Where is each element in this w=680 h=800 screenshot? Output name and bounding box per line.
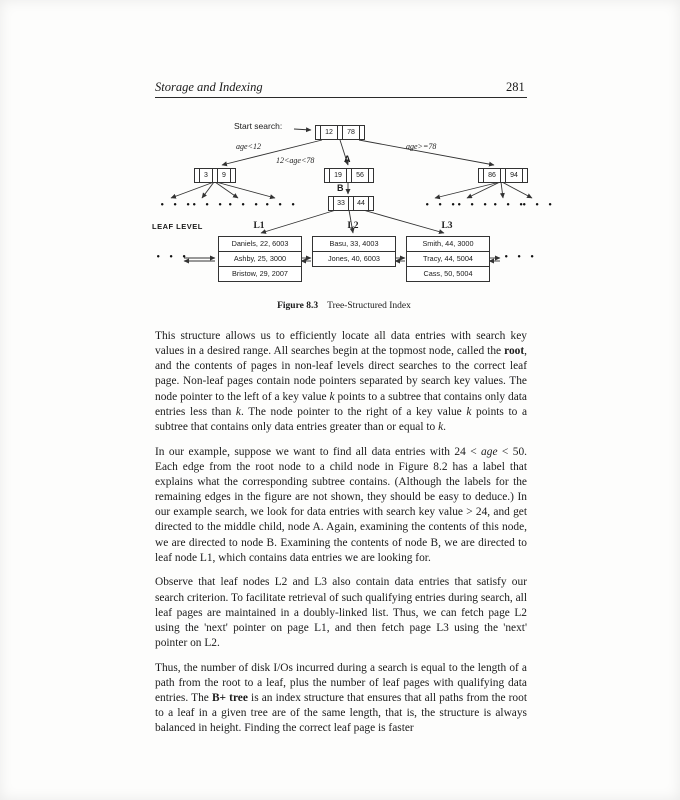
leaf-name-l3: L3 <box>441 221 453 231</box>
key-cell: 9 <box>218 169 231 182</box>
pointer-cell <box>369 197 373 210</box>
subtree-ellipsis: • • • <box>457 201 491 209</box>
subtree-ellipsis: • • • <box>265 201 299 209</box>
key-cell: 3 <box>200 169 213 182</box>
data-entry: Jones, 40, 6003 <box>313 251 395 266</box>
data-entry: Smith, 44, 3000 <box>422 239 474 248</box>
edge-label-left: age<12 <box>236 142 261 151</box>
leaf-ellipsis-left: • • • <box>156 253 190 261</box>
key-cell: 12 <box>321 126 338 139</box>
node-b-tag: B <box>337 183 344 193</box>
pointer-cell <box>360 126 364 139</box>
right-node <box>478 168 528 183</box>
key-cell: 19 <box>330 169 347 182</box>
left-node <box>194 168 236 183</box>
figure-caption-text: Tree-Structured Index <box>327 301 411 311</box>
leaf-name-l2: L2 <box>347 221 359 231</box>
node-a-tag: A <box>344 154 351 164</box>
pointer-cell <box>523 169 527 182</box>
key-cell: 56 <box>352 169 369 182</box>
paragraph: Thus, the number of disk I/Os incurred during a search is equal to the length of a path from the root to a leaf, plus the number of leaf pages with qualifying data entries. The B+ tree is an index structure that ensures that all paths from the root to a leaf in a given tree are of the same length, that is, the structure is always balanced in height. Finding the correct leaf page is faster <box>155 661 527 735</box>
paragraph: Observe that leaf nodes L2 and L3 also contain data entries that satisfy our search criterion. To facilitate retrieval of such qualifying entries during search, all leaf pages are maintained in a doubly-linked list. Thus, we can fetch page L2 using the 'next' pointer on page L1, and then fetch page L3 using the 'next' pointer on L2. <box>155 576 527 649</box>
subtree-ellipsis: • • • <box>522 201 556 209</box>
data-entry: Bristow, 29, 2007 <box>219 266 301 281</box>
paragraph: In our example, suppose we want to find all data entries with 24 < age < 50. Each edge from the root node to a child node in Figure 8.2 has a label that explains what the corresponding subtree contains. (Although the labels for the remaining edges in the figure are not shown, they should be easy to deduce.) In our example search, we look for data entries with search key value > 24, and get directed to the middle child, node A. Again, examining the contents of this node, we are directed to node B. Examining the contents of node B, we are directed to leaf node L1, which contains data entries we are looking for. <box>155 445 527 564</box>
leaf-name-l1: L1 <box>253 221 265 231</box>
root-node <box>315 125 365 140</box>
subtree-ellipsis: • • • <box>160 201 194 209</box>
tree-connector-lines <box>148 112 540 320</box>
data-entry: Tracy, 44, 5004 <box>407 251 489 266</box>
subtree-ellipsis: • • • <box>493 201 527 209</box>
subtree-ellipsis: • • • <box>425 201 459 209</box>
data-entry: Daniels, 22, 6003 <box>231 239 289 248</box>
edge-label-middle: 12<age<78 <box>276 156 315 165</box>
key-cell: 94 <box>506 169 523 182</box>
data-entry: Cass, 50, 5004 <box>407 266 489 281</box>
node-b <box>328 196 374 211</box>
leaf-page-l3 <box>406 236 490 282</box>
pointer-cell <box>231 169 235 182</box>
leaf-level-label: LEAF LEVEL <box>152 222 203 231</box>
leaf-ellipsis-right: • • • <box>504 253 538 261</box>
page-number: 281 <box>506 80 525 94</box>
data-entry: Basu, 33, 4003 <box>329 239 379 248</box>
subtree-ellipsis: • • • <box>228 201 262 209</box>
edge-label-right: age>=78 <box>406 142 437 151</box>
leaf-page-l2 <box>312 236 396 267</box>
pointer-cell <box>369 169 373 182</box>
body-text <box>155 329 527 746</box>
node-a <box>324 168 374 183</box>
running-head-title: Storage and Indexing <box>155 80 263 94</box>
leaf-page-l1 <box>218 236 302 282</box>
subtree-ellipsis: • • • <box>192 201 226 209</box>
paragraph: This structure allows us to efficiently locate all data entries with search key values in a desired range. All searches begin at the topmost node, called the root, and the contents of pages in non-leaf levels direct searches to the correct leaf page. Non-leaf pages contain node pointers separated by search key values. The node pointer to the left of a key value k points to a subtree that contains only data entries less than k. The node pointer to the right of a key value k points to a subtree that contains only data entries greater than or equal to k. <box>155 330 527 433</box>
key-cell: 44 <box>354 197 369 210</box>
figure-caption-label: Figure 8.3 <box>277 301 319 311</box>
figure-tree-structured-index <box>148 112 556 320</box>
key-cell: 33 <box>334 197 349 210</box>
start-search-label: Start search: <box>234 121 283 131</box>
figure-caption <box>148 301 540 311</box>
key-cell: 78 <box>343 126 360 139</box>
key-cell: 86 <box>484 169 501 182</box>
data-entry: Ashby, 25, 3000 <box>219 251 301 266</box>
header-rule <box>155 97 527 98</box>
